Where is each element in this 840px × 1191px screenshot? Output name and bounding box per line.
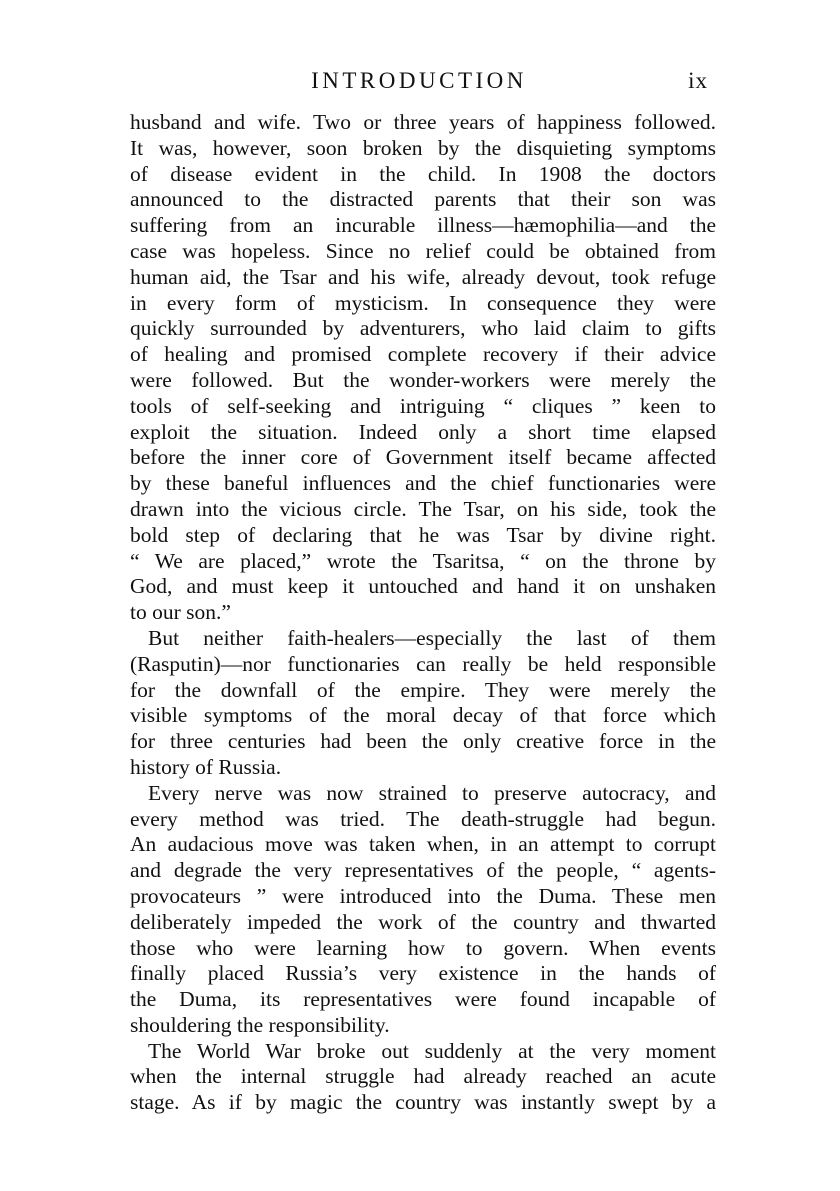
- text-line: for the downfall of the empire. They were merely the: [130, 677, 716, 702]
- text-line: and degrade the very representatives of the people, “ agents-: [130, 858, 716, 883]
- paragraph-end-line: history of Russia.: [130, 754, 282, 779]
- text-line: quickly surrounded by adventurers, who laid claim to gifts: [130, 316, 716, 341]
- paragraph-end-line: to our son.”: [130, 600, 231, 625]
- text-line: when the internal struggle had already reached an acute: [130, 1064, 716, 1089]
- text-line: of disease evident in the child. In 1908 the doctors: [130, 161, 716, 186]
- text-line: before the inner core of Government itself became affected: [130, 445, 716, 470]
- text-line: stage. As if by magic the country was instantly swept by a: [130, 1090, 716, 1115]
- text-line: God, and must keep it untouched and hand it on unshaken: [130, 574, 716, 599]
- text-line: An audacious move was taken when, in an attempt to corrupt: [130, 832, 716, 857]
- text-line: announced to the distracted parents that their son was: [130, 187, 716, 212]
- text-line: were followed. But the wonder-workers were merely the: [130, 367, 716, 392]
- text-line: those who were learning how to govern. When events: [130, 935, 716, 960]
- text-line: for three centuries had been the only creative force in the: [130, 729, 716, 754]
- text-line: every method was tried. The death-struggle had begun.: [130, 806, 716, 831]
- running-head: [130, 64, 708, 98]
- text-line: drawn into the vicious circle. The Tsar, on his side, took the: [130, 496, 716, 521]
- text-line: (Rasputin)—nor functionaries can really be held responsible: [130, 651, 716, 676]
- text-line: provocateurs ” were introduced into the Duma. These men: [130, 883, 716, 908]
- paragraph-start-line: The World War broke out suddenly at the very moment: [148, 1038, 716, 1063]
- text-line: bold step of declaring that he was Tsar by divine right.: [130, 522, 716, 547]
- text-line: the Duma, its representatives were found incapable of: [130, 987, 716, 1012]
- text-line: It was, however, soon broken by the disquieting symptoms: [130, 135, 716, 160]
- text-line: husband and wife. Two or three years of happiness followed.: [130, 110, 716, 134]
- text-line: human aid, the Tsar and his wife, already devout, took refuge: [130, 264, 716, 289]
- text-line: case was hopeless. Since no relief could be obtained from: [130, 238, 716, 263]
- paragraph-start-line: Every nerve was now strained to preserve autocracy, and: [148, 780, 716, 805]
- body-text: [130, 110, 716, 1116]
- text-line: finally placed Russia’s very existence in the hands of: [130, 961, 716, 986]
- running-title: INTRODUCTION: [311, 68, 527, 93]
- text-line: suffering from an incurable illness—hæmophilia—and the: [130, 213, 716, 238]
- text-line: of healing and promised complete recovery if their advice: [130, 342, 716, 367]
- text-line: deliberately impeded the work of the country and thwarted: [130, 909, 716, 934]
- text-line: visible symptoms of the moral decay of that force which: [130, 703, 716, 728]
- text-line: tools of self-seeking and intriguing “ cliques ” keen to: [130, 393, 716, 418]
- page-number: ix: [688, 68, 708, 93]
- text-line: in every form of mysticism. In consequence they were: [130, 290, 716, 315]
- paragraph-start-line: But neither faith-healers—especially the last of them: [148, 625, 716, 650]
- paragraph-end-line: shouldering the responsibility.: [130, 1012, 390, 1037]
- text-line: exploit the situation. Indeed only a short time elapsed: [130, 419, 716, 444]
- text-line: “ We are placed,” wrote the Tsaritsa, “ on the throne by: [130, 548, 716, 573]
- text-line: by these baneful influences and the chief functionaries were: [130, 471, 716, 496]
